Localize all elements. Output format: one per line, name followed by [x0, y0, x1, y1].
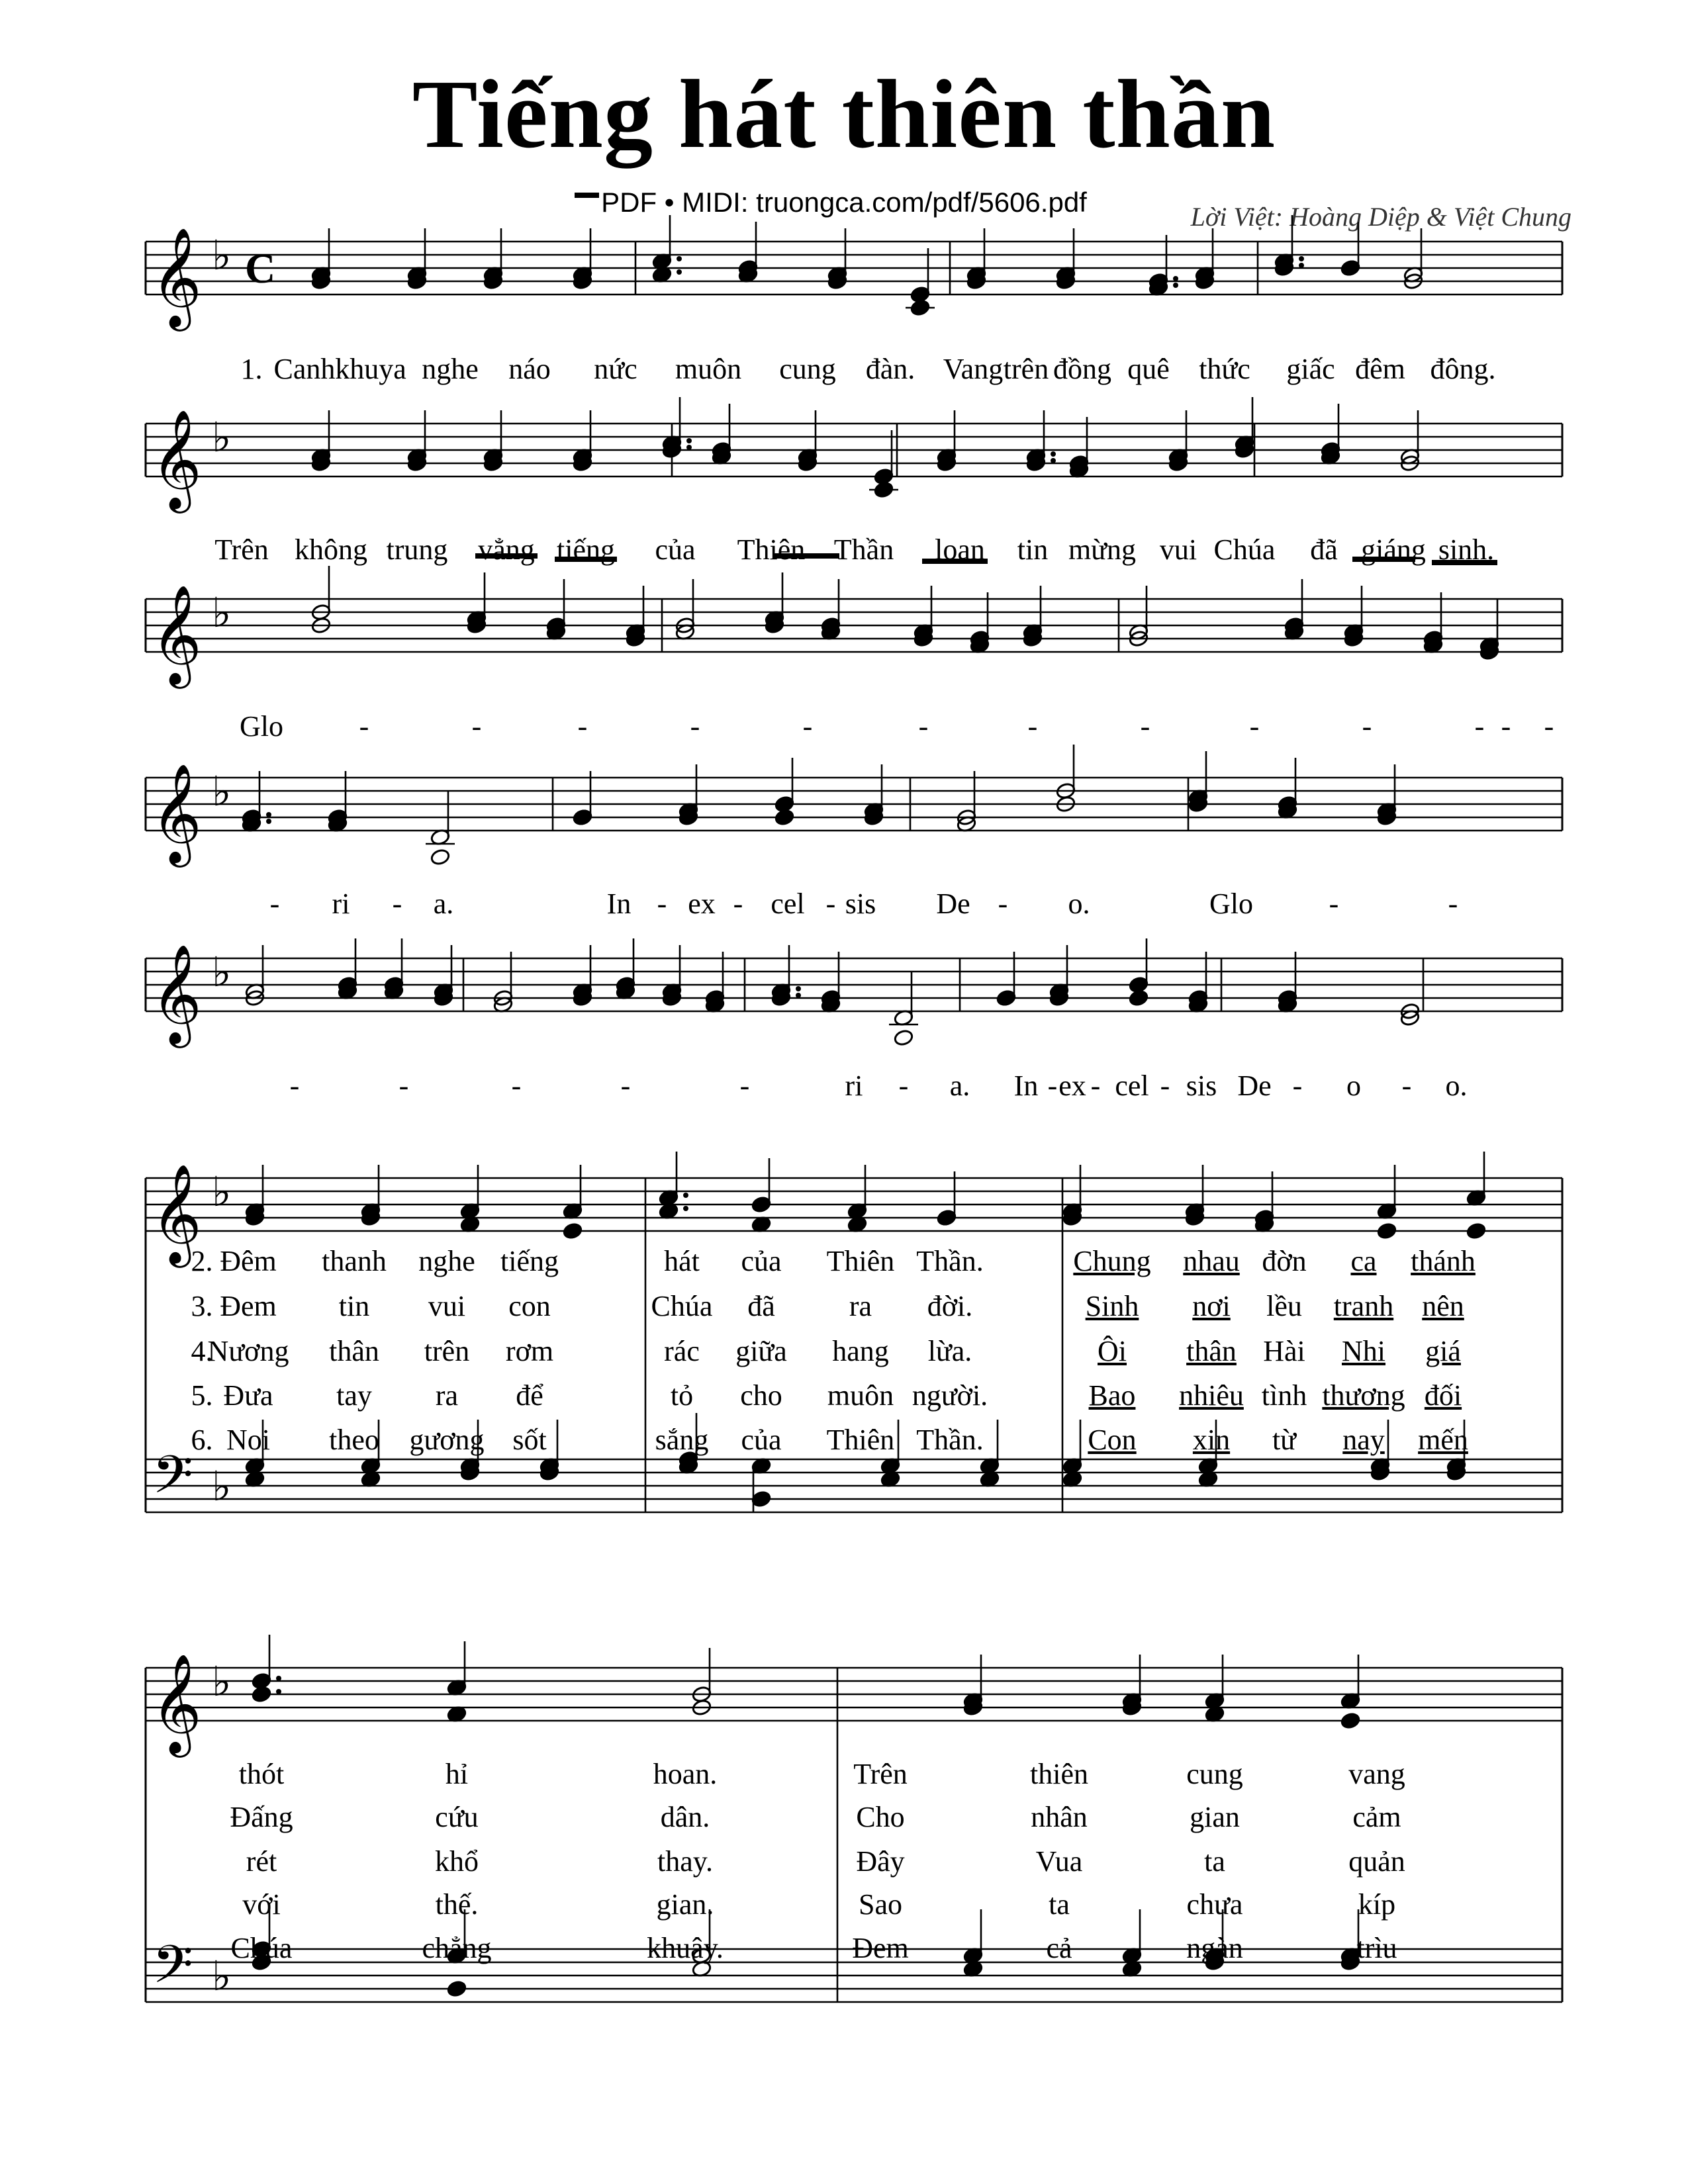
verse-6-lyrics-continued: chẳng [422, 1932, 492, 1964]
lyric-line-3: Glo [240, 710, 283, 743]
note-head [1377, 1222, 1397, 1240]
verse-4-lyrics: rơm [505, 1335, 554, 1367]
treble-clef: 𝄞 [151, 947, 202, 1042]
lyric-line-1: trên [1003, 353, 1049, 385]
verse-3-lyrics: nơi [1192, 1290, 1231, 1322]
verse-3-lyrics-continued: dân. [660, 1801, 710, 1833]
verse-6-lyrics-continued: trìu [1356, 1932, 1397, 1964]
lyric-line-3: - [1501, 710, 1511, 743]
dot [677, 269, 682, 275]
dot [1173, 276, 1178, 281]
verse-2-lyrics-continued: thiên [1030, 1758, 1088, 1790]
dot [1173, 283, 1178, 288]
verse-4-lyrics: hang [832, 1335, 889, 1367]
note-head [430, 848, 451, 866]
verse-6-lyrics: 6. [191, 1424, 213, 1456]
lyric-line-1: cung [779, 353, 836, 385]
verse-2-lyrics: thanh [322, 1245, 387, 1277]
verse-5-lyrics-continued: gian. [656, 1888, 714, 1921]
lyric-line-4: sis [845, 887, 876, 920]
verse-2-lyrics: Thiên [826, 1245, 895, 1277]
verse-5-lyrics-continued: thế. [435, 1888, 479, 1921]
note-head [1466, 1222, 1487, 1240]
lyric-line-1: Vang [943, 353, 1004, 385]
lyric-line-1: nghe [422, 353, 479, 385]
lyric-line-4: - [1329, 887, 1339, 920]
note-head [563, 1222, 583, 1240]
verse-5-lyrics: cho [740, 1379, 782, 1412]
verse-5-lyrics: người. [912, 1379, 988, 1412]
lyric-line-4: De [936, 887, 970, 920]
treble-clef: 𝄞 [151, 412, 202, 508]
verse-2-lyrics: nghe [418, 1245, 475, 1277]
verse-3-lyrics-continued: gian [1190, 1801, 1240, 1833]
verse-3-lyrics: Chúa [651, 1290, 713, 1322]
lyric-line-5: - [1401, 1069, 1412, 1102]
verse-2-lyrics: hát [664, 1245, 700, 1277]
verse-2-lyrics-continued: thót [238, 1758, 285, 1790]
lyric-line-5: In [1013, 1069, 1039, 1102]
lyric-line-2: trung [386, 533, 448, 566]
lyric-line-5: - [739, 1069, 750, 1102]
verse-6-lyrics: theo [329, 1424, 379, 1456]
verse-3-lyrics-continued: cứu [435, 1801, 479, 1833]
verse-2-lyrics: 2. [191, 1245, 213, 1277]
verse-2-lyrics: Đêm [220, 1245, 277, 1277]
verse-2-lyrics: ca [1350, 1245, 1377, 1277]
lyric-line-1: Canh [273, 353, 336, 385]
lyric-line-2: đã [1310, 533, 1338, 566]
lyric-line-4: ri [332, 887, 350, 920]
bass-clef: 𝄢 [152, 1446, 193, 1517]
lyric-line-4: o. [1068, 887, 1090, 920]
verse-6-lyrics: sốt [512, 1424, 547, 1456]
dot [796, 993, 801, 998]
verse-3-lyrics: tranh [1333, 1290, 1394, 1322]
lyric-line-4: - [392, 887, 402, 920]
verse-4-lyrics: lừa. [927, 1335, 972, 1367]
lyric-line-3: - [359, 710, 369, 743]
verse-4-lyrics: Nhi [1342, 1335, 1385, 1367]
verse-5-lyrics: ra [435, 1379, 459, 1412]
lyric-line-5: - [399, 1069, 409, 1102]
lyric-line-3: - [918, 710, 929, 743]
verse-5-lyrics: tỏ [670, 1379, 694, 1412]
treble-clef: 𝄞 [151, 588, 202, 683]
lyric-line-3: - [471, 710, 482, 743]
verse-3-lyrics-continued: nhân [1031, 1801, 1088, 1833]
verse-4-lyrics: Hài [1263, 1335, 1305, 1367]
verse-5-lyrics-continued: Sao [859, 1888, 902, 1921]
verse-6-lyrics: Con [1088, 1424, 1137, 1456]
verse-5-lyrics: Bao [1088, 1379, 1136, 1412]
lyric-line-3: - [1544, 710, 1554, 743]
verse-6-lyrics: mến [1418, 1424, 1468, 1456]
verse-6-lyrics: từ [1272, 1424, 1297, 1456]
lyric-line-5: - [1292, 1069, 1303, 1102]
verse-5-lyrics: để [516, 1379, 543, 1412]
verse-6-lyrics: Thần. [916, 1424, 984, 1456]
lyric-line-4: - [657, 887, 667, 920]
verse-5-lyrics: đối [1424, 1379, 1462, 1412]
verse-2-lyrics: nhau [1183, 1245, 1240, 1277]
lyric-line-1: đông. [1430, 353, 1496, 385]
lyric-line-5: o. [1445, 1069, 1468, 1102]
lyric-line-3: - [1474, 710, 1485, 743]
lyric-line-1: đêm [1355, 353, 1405, 385]
lyric-line-5: cel [1115, 1069, 1149, 1102]
note-head [1340, 1712, 1361, 1730]
dot [266, 812, 271, 817]
verse-4-lyrics: rác [664, 1335, 700, 1367]
verse-2-lyrics: đờn [1262, 1245, 1307, 1277]
lyric-line-2: tiếng [557, 533, 615, 566]
lyric-line-5: - [1090, 1069, 1101, 1102]
lyric-line-3: - [802, 710, 813, 743]
dot [1051, 458, 1056, 463]
verse-3-lyrics: lều [1266, 1290, 1302, 1322]
dot [266, 819, 271, 824]
verse-6-lyrics-continued: khuây. [647, 1932, 724, 1964]
verse-4-lyrics-continued: rét [246, 1845, 277, 1878]
verse-5-lyrics-continued: ta [1049, 1888, 1070, 1921]
lyric-line-2: Trên [214, 533, 269, 566]
verse-3-lyrics: tin [338, 1290, 370, 1322]
dot [1051, 451, 1056, 457]
verse-2-lyrics-continued: hỉ [445, 1758, 469, 1790]
dot [683, 1206, 688, 1211]
verse-6-lyrics: sắng [655, 1424, 709, 1456]
verse-4-lyrics: Nương [207, 1335, 289, 1367]
verse-6-lyrics: gương [409, 1424, 485, 1456]
verse-6-lyrics: của [741, 1424, 782, 1456]
verse-5-lyrics-continued: kíp [1358, 1888, 1396, 1921]
lyric-line-1: nức [594, 353, 637, 385]
verse-2-lyrics-continued: cung [1186, 1758, 1243, 1790]
lyric-line-2: mừng [1068, 533, 1137, 566]
verse-6-lyrics-continued: cả [1046, 1932, 1072, 1964]
dot [1299, 256, 1304, 261]
verse-6-lyrics: Noi [226, 1424, 270, 1456]
key-signature-flat: ♭ [212, 1170, 232, 1215]
lyric-line-4: - [825, 887, 836, 920]
verse-3-lyrics: đời. [927, 1290, 973, 1322]
source-link[interactable]: PDF • MIDI: truongca.com/pdf/5606.pdf [601, 187, 1087, 218]
verse-6-lyrics: nay [1342, 1424, 1385, 1456]
song-title: Tiếng hát thiên thần [412, 60, 1276, 169]
key-signature-flat: ♭ [212, 1465, 232, 1510]
verse-2-lyrics: thánh [1411, 1245, 1476, 1277]
note-head [894, 1029, 914, 1047]
dot [686, 445, 692, 450]
treble-clef: 𝄞 [151, 766, 202, 862]
lyric-line-3: - [1027, 710, 1038, 743]
verse-4-lyrics: 4. [191, 1335, 213, 1367]
lyric-line-3: - [1140, 710, 1150, 743]
verse-2-lyrics: Chung [1073, 1245, 1151, 1277]
lyric-line-2: giáng [1361, 533, 1426, 566]
lyric-line-4: - [1448, 887, 1458, 920]
verse-2-lyrics-continued: hoan. [653, 1758, 718, 1790]
verse-4-lyrics: thân [329, 1335, 379, 1367]
lyric-line-5: - [289, 1069, 300, 1102]
verse-4-lyrics: giá [1425, 1335, 1461, 1367]
lyric-line-2: Thần [833, 533, 894, 566]
time-signature: C [245, 245, 276, 292]
lyric-line-2: vẳng [478, 533, 535, 566]
lyric-line-5: sis [1186, 1069, 1217, 1102]
lyric-line-2: vui [1159, 533, 1197, 566]
lyric-line-3: - [690, 710, 700, 743]
lyric-line-1: 1. [240, 353, 263, 385]
lyric-line-4: cel [771, 887, 805, 920]
note-head [447, 1980, 467, 1998]
treble-clef: 𝄞 [151, 230, 202, 326]
lyric-line-4: Glo [1209, 887, 1253, 920]
verse-2-lyrics-continued: vang [1348, 1758, 1405, 1790]
lyric-line-4: a. [433, 887, 454, 920]
verse-5-lyrics: nhiêu [1179, 1379, 1244, 1412]
dot [1299, 263, 1304, 268]
lyricist-credit: Lời Việt: Hoàng Diệp & Việt Chung [1190, 202, 1571, 232]
lyric-line-5: o [1346, 1069, 1361, 1102]
lyric-line-1: đàn. [865, 353, 915, 385]
key-signature-flat: ♭ [212, 770, 232, 815]
lyric-line-2: Chúa [1213, 533, 1276, 566]
key-signature-flat: ♭ [212, 234, 232, 279]
dot [686, 438, 692, 443]
lyric-line-5: ex [1058, 1069, 1086, 1102]
verse-2-lyrics-continued: Trên [853, 1758, 908, 1790]
lyric-line-5: - [1160, 1069, 1170, 1102]
treble-clef: 𝄞 [151, 1657, 202, 1752]
verse-4-lyrics-continued: thay. [657, 1845, 713, 1878]
verse-4-lyrics: giữa [735, 1335, 787, 1367]
lyric-line-4: - [998, 887, 1008, 920]
verse-3-lyrics-continued: Cho [856, 1801, 905, 1833]
lyric-line-1: đồng [1053, 353, 1111, 385]
lyric-line-4: - [269, 887, 280, 920]
verse-4-lyrics-continued: Vua [1035, 1845, 1083, 1878]
lyric-line-1: quê [1127, 353, 1170, 385]
verse-5-lyrics: tình [1261, 1379, 1307, 1412]
key-signature-flat: ♭ [212, 1954, 232, 1999]
verse-4-lyrics-continued: Đây [856, 1845, 905, 1878]
verse-4-lyrics-continued: khổ [435, 1845, 479, 1878]
lyric-line-1: khuya [335, 353, 406, 385]
lyric-line-5: a. [949, 1069, 970, 1102]
lyric-line-2: của [655, 533, 696, 566]
verse-4-lyrics-continued: quản [1348, 1845, 1405, 1878]
verse-6-lyrics-continued: ngàn [1186, 1932, 1243, 1964]
lyric-line-1: thức [1199, 353, 1250, 385]
lyric-line-4: In [606, 887, 632, 920]
verse-6-lyrics: xin [1192, 1424, 1231, 1456]
bass-clef: 𝄢 [152, 1936, 193, 2007]
verse-3-lyrics-continued: cảm [1352, 1801, 1401, 1833]
lyric-line-5: - [511, 1069, 522, 1102]
verse-3-lyrics: Đem [220, 1290, 277, 1322]
dot [677, 256, 682, 261]
lyric-line-2: loan [935, 533, 985, 566]
verse-5-lyrics: Đưa [223, 1379, 273, 1412]
key-signature-flat: ♭ [212, 950, 232, 995]
dot [683, 1193, 688, 1198]
dot [796, 986, 801, 991]
verse-2-lyrics: của [741, 1245, 782, 1277]
lyric-line-3: - [1249, 710, 1260, 743]
lyric-line-5: - [620, 1069, 631, 1102]
lyric-line-2: không [295, 533, 367, 566]
lyric-line-4: ex [688, 887, 716, 920]
verse-6-lyrics-continued: Đem [852, 1932, 909, 1964]
verse-5-lyrics: tay [336, 1379, 372, 1412]
lyric-line-5: - [1047, 1069, 1058, 1102]
verse-3-lyrics-continued: Đấng [230, 1801, 293, 1833]
lyric-line-3: - [1362, 710, 1372, 743]
verse-4-lyrics: thân [1186, 1335, 1237, 1367]
lyric-line-4: - [733, 887, 743, 920]
verse-6-lyrics: Thiên [826, 1424, 895, 1456]
verse-2-lyrics: Thần. [916, 1245, 984, 1277]
verse-5-lyrics-continued: chưa [1186, 1888, 1243, 1921]
key-signature-flat: ♭ [212, 1660, 232, 1705]
lyric-line-5: De [1237, 1069, 1272, 1102]
key-signature-flat: ♭ [212, 591, 232, 636]
verse-4-lyrics: Ôi [1098, 1335, 1127, 1367]
lyric-line-3: - [577, 710, 588, 743]
lyric-line-2: sinh. [1438, 533, 1495, 566]
lyric-line-5: ri [845, 1069, 863, 1102]
key-signature-flat: ♭ [212, 416, 232, 461]
verse-3-lyrics: ra [849, 1290, 872, 1322]
verse-5-lyrics: muôn [827, 1379, 894, 1412]
verse-3-lyrics: 3. [191, 1290, 213, 1322]
verse-6-lyrics-continued: Chúa [230, 1932, 293, 1964]
treble-clef: 𝄞 [151, 1167, 202, 1262]
lyric-line-2: tin [1017, 533, 1049, 566]
lyric-line-5: - [898, 1069, 909, 1102]
verse-3-lyrics: đã [747, 1290, 775, 1322]
dot [276, 1689, 281, 1694]
verse-5-lyrics-continued: với [242, 1888, 281, 1921]
verse-3-lyrics: vui [428, 1290, 466, 1322]
verse-3-lyrics: nên [1422, 1290, 1464, 1322]
lyric-line-1: muôn [675, 353, 742, 385]
verse-5-lyrics: 5. [191, 1379, 213, 1412]
verse-2-lyrics: tiếng [500, 1245, 559, 1277]
lyric-line-1: giấc [1286, 353, 1335, 385]
dot [276, 1676, 281, 1681]
lyric-line-2: Thiên [737, 533, 806, 566]
lyric-line-1: náo [508, 353, 551, 385]
verse-5-lyrics: thương [1322, 1379, 1405, 1412]
verse-3-lyrics: con [508, 1290, 551, 1322]
verse-4-lyrics: trên [424, 1335, 470, 1367]
verse-3-lyrics: Sinh [1085, 1290, 1139, 1322]
verse-4-lyrics-continued: ta [1204, 1845, 1225, 1878]
